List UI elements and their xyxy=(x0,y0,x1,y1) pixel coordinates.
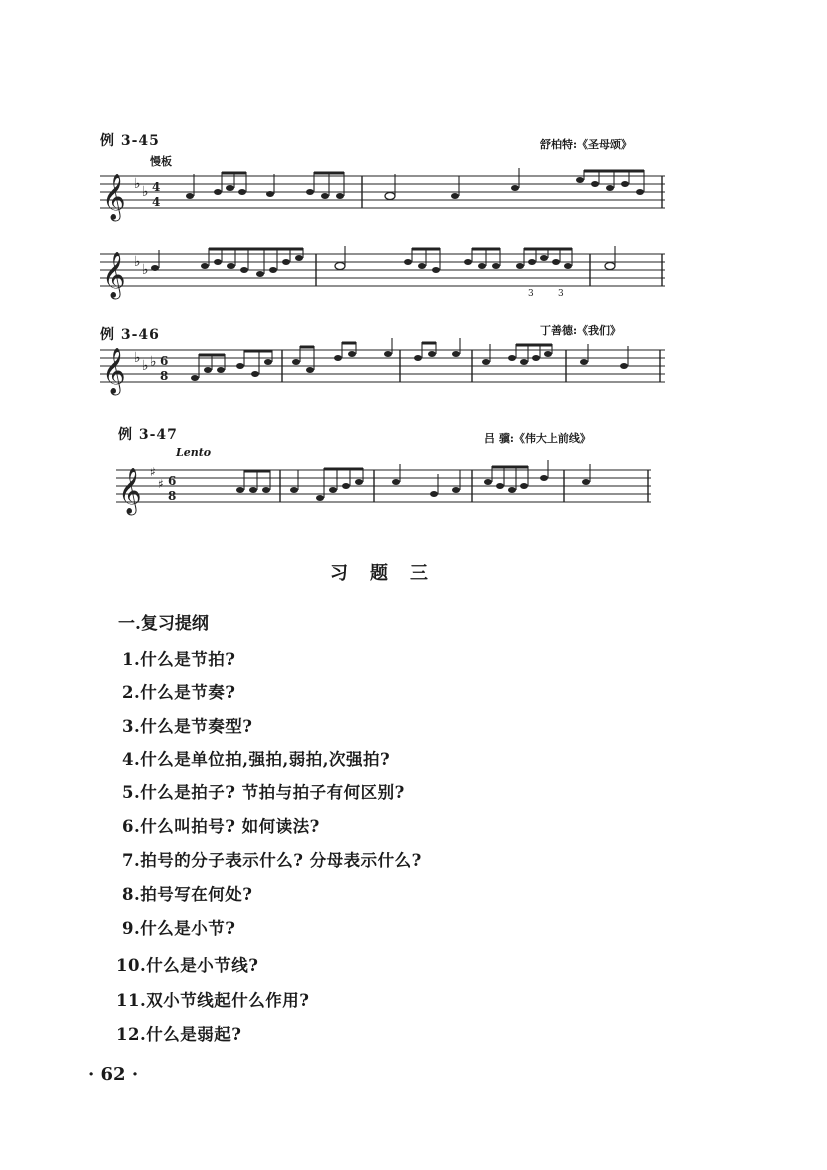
tempo-marking: 慢板 xyxy=(150,155,172,168)
question-item: 9.什么是小节? xyxy=(122,919,236,938)
sharp-icon: ♯ xyxy=(150,465,156,479)
tempo-marking: Lento xyxy=(176,446,212,459)
question-item: 2.什么是节奏? xyxy=(122,683,236,702)
question-item: 1.什么是节拍? xyxy=(122,650,236,669)
flat-icon: ♭ xyxy=(150,354,157,370)
flat-icon: ♭ xyxy=(142,358,149,374)
treble-clef-icon: 𝄞 xyxy=(102,348,126,394)
notes xyxy=(292,338,392,373)
svg-text:3: 3 xyxy=(528,289,534,299)
staff-lines xyxy=(100,350,665,382)
notes xyxy=(605,246,615,270)
example-credit: 吕 骥:《伟大上前线》 xyxy=(484,432,591,445)
treble-clef-icon: 𝄞 xyxy=(102,252,126,298)
staff-lines xyxy=(116,470,651,502)
example-label: 例 3-45 xyxy=(100,133,160,149)
treble-clef-icon: 𝄞 xyxy=(102,174,126,220)
flat-icon: ♭ xyxy=(134,350,141,366)
example-credit: 丁善德:《我们》 xyxy=(540,324,622,337)
notes xyxy=(392,464,460,497)
example-label: 例 3-46 xyxy=(100,327,160,343)
notes xyxy=(482,344,552,365)
svg-text:3: 3 xyxy=(558,289,564,299)
outline-heading: 一.复习提纲 xyxy=(118,614,209,634)
music-staff xyxy=(100,246,670,299)
time-signature-icon: 6 xyxy=(168,474,177,488)
flat-icon: ♭ xyxy=(134,254,141,270)
notes xyxy=(290,468,363,501)
question-item: 12.什么是弱起? xyxy=(116,1025,242,1044)
example-credit: 舒柏特:《圣母颂》 xyxy=(540,138,633,151)
time-signature-icon: 8 xyxy=(168,489,177,503)
time-signature-icon: 8 xyxy=(160,369,169,383)
music-staff xyxy=(100,342,670,397)
page-number: · 62 · xyxy=(88,1064,139,1085)
flat-icon: ♭ xyxy=(134,176,141,192)
question-item: 6.什么叫拍号? 如何读法? xyxy=(122,817,320,836)
question-item: 4.什么是单位拍,强拍,弱拍,次强拍? xyxy=(122,750,391,769)
notes xyxy=(484,460,548,493)
notes xyxy=(582,464,590,485)
notes xyxy=(580,344,628,369)
sharp-icon: ♯ xyxy=(158,477,164,491)
music-staff xyxy=(100,168,670,218)
question-item: 11.双小节线起什么作用? xyxy=(116,991,310,1010)
time-signature-icon: 4 xyxy=(152,180,161,194)
flat-icon: ♭ xyxy=(142,262,149,278)
time-signature-icon: 6 xyxy=(160,354,169,368)
treble-clef-icon: 𝄞 xyxy=(118,468,142,514)
notes xyxy=(236,470,270,493)
question-item: 5.什么是拍子? 节拍与拍子有何区别? xyxy=(122,783,405,802)
time-signature-icon: 4 xyxy=(152,195,161,209)
staff-lines xyxy=(100,254,665,286)
question-item: 3.什么是节奏型? xyxy=(122,717,253,736)
question-item: 8.拍号写在何处? xyxy=(122,885,253,904)
example-label: 例 3-47 xyxy=(118,427,178,443)
question-item: 10.什么是小节线? xyxy=(116,956,259,975)
flat-icon: ♭ xyxy=(142,184,149,200)
section-title: 习题三 xyxy=(330,563,450,584)
question-item: 7.拍号的分子表示什么? 分母表示什么? xyxy=(122,851,422,870)
music-staff xyxy=(116,462,656,512)
